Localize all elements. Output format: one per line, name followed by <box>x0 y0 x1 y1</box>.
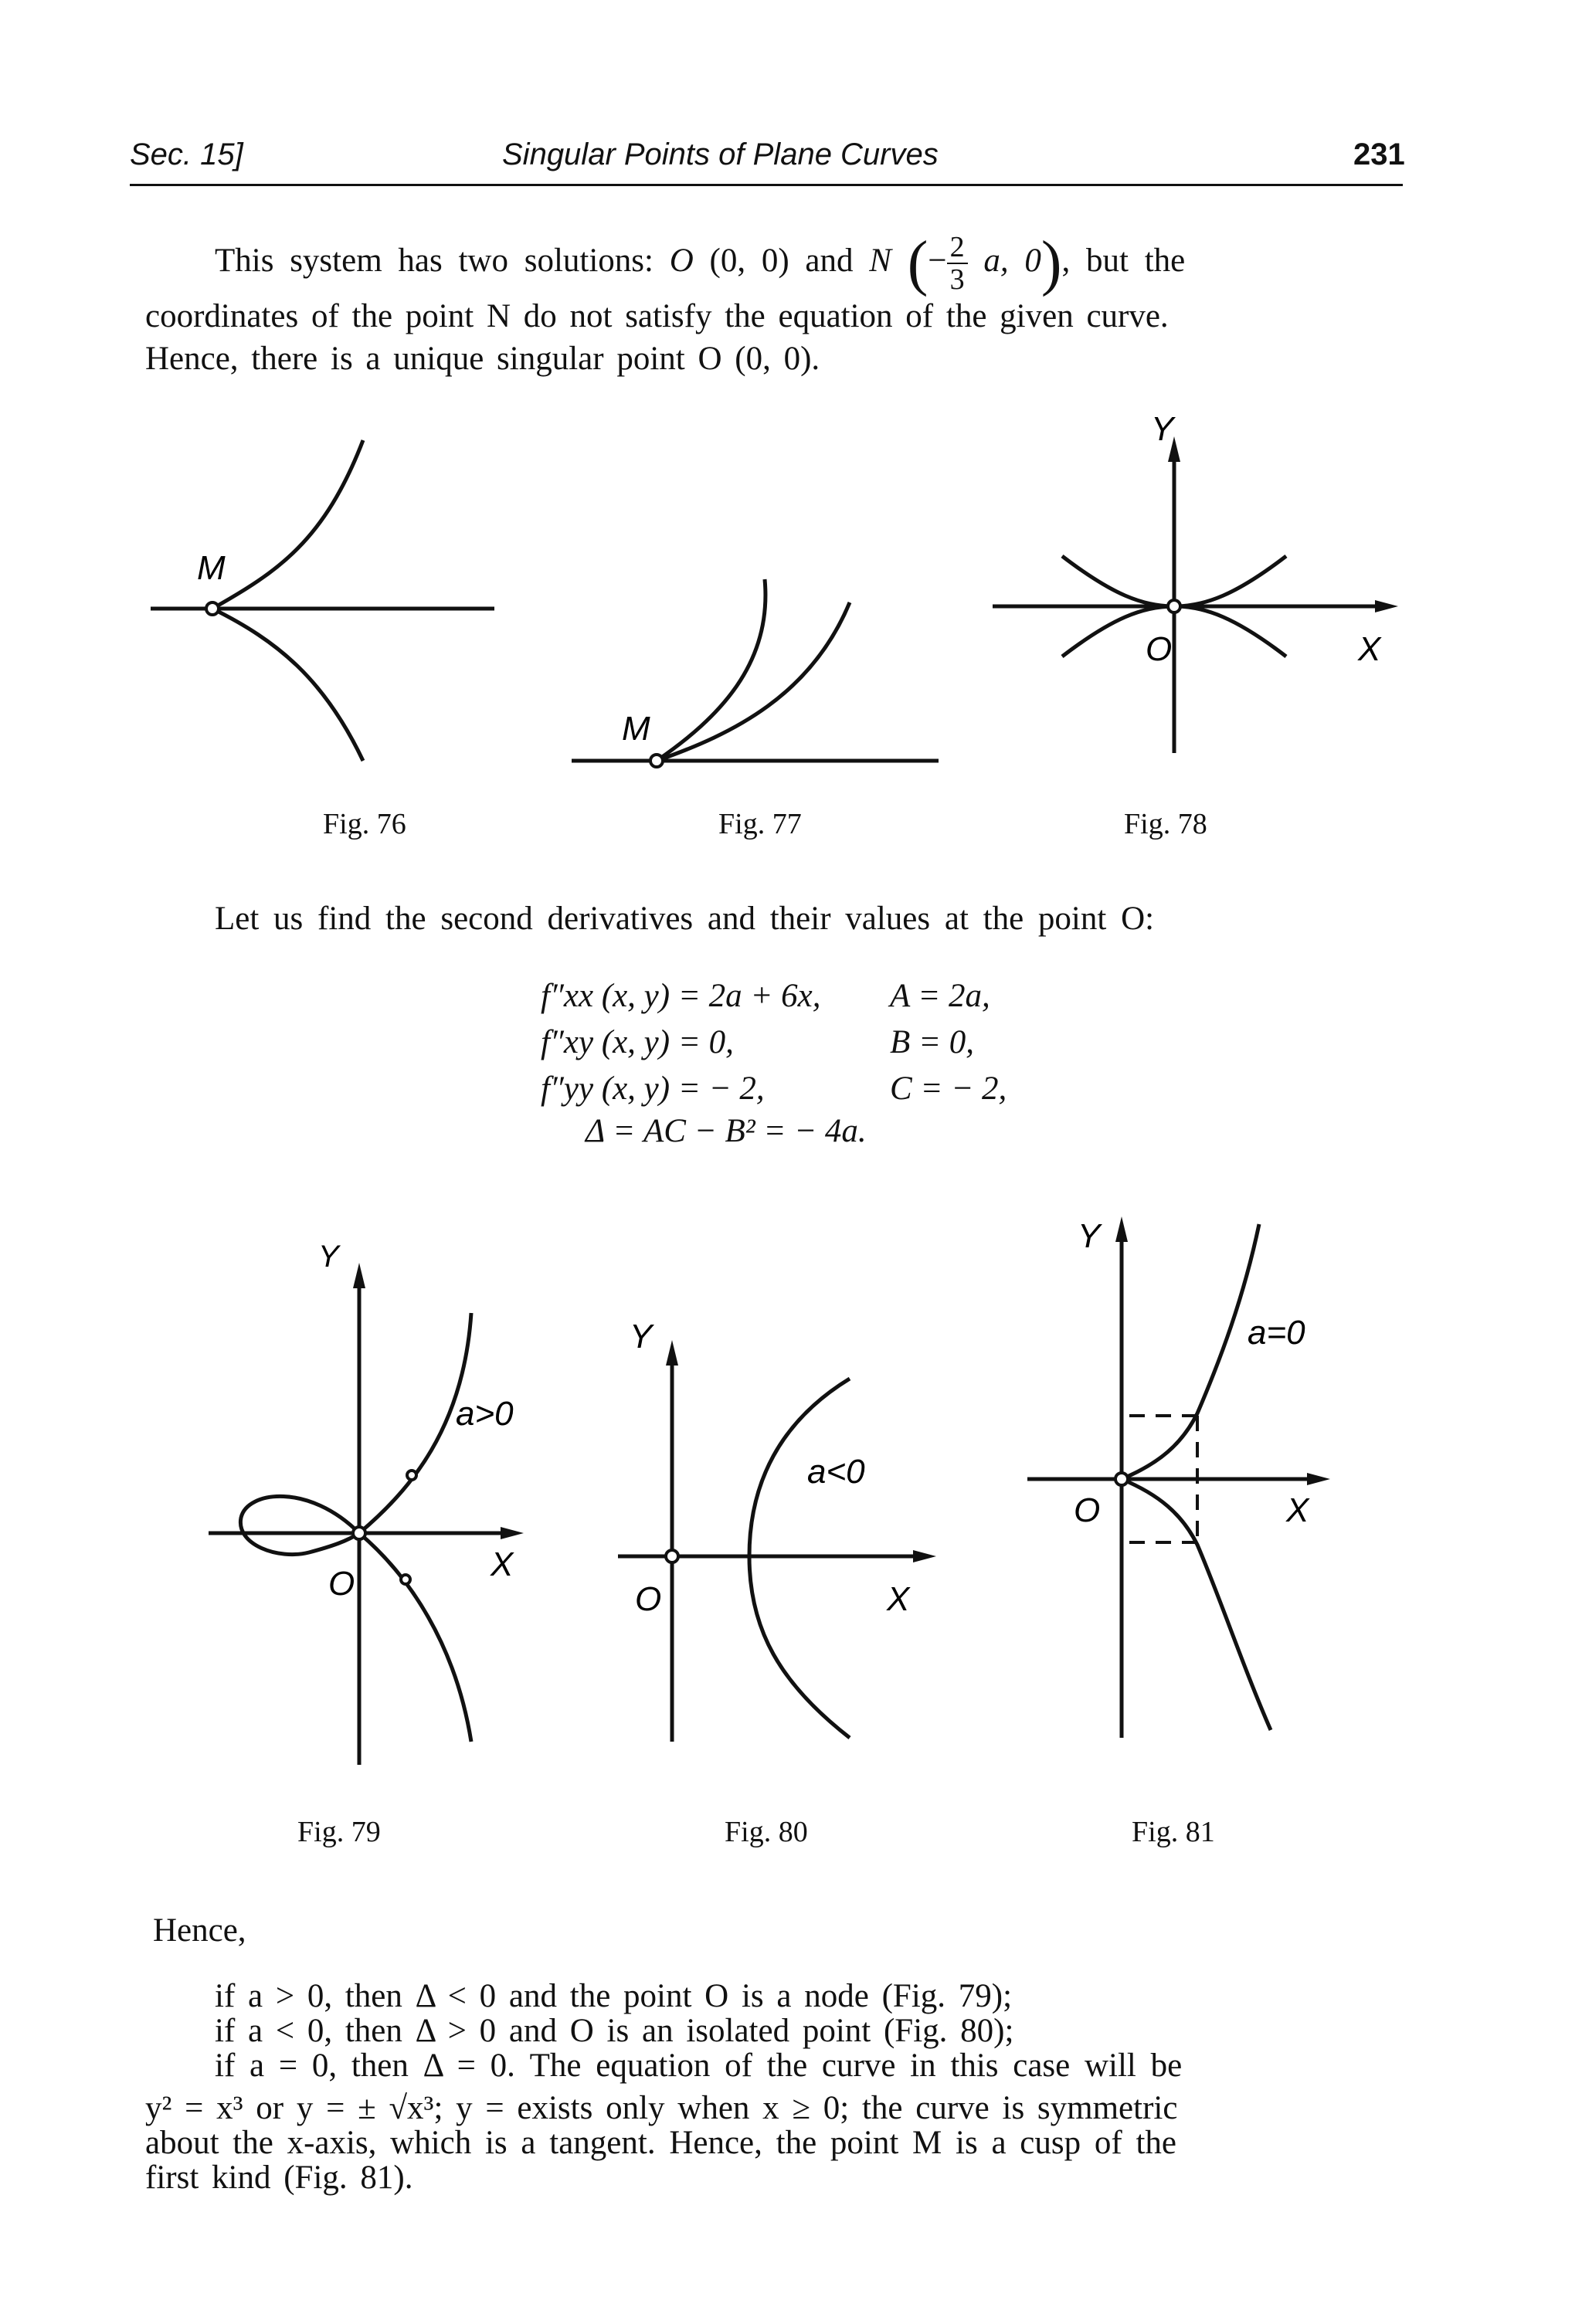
point-n: N <box>869 242 891 279</box>
delta-equation: Δ = AC − B² = − 4a. <box>586 1113 867 1149</box>
running-title: Singular Points of Plane Curves <box>502 137 939 171</box>
fig80-y-arrow <box>666 1340 678 1366</box>
page-number: 231 <box>1353 137 1405 171</box>
fig80-label-cond: a<0 <box>807 1453 865 1491</box>
point-o: O <box>669 242 694 279</box>
fig81-caption: Fig. 81 <box>1132 1816 1215 1848</box>
fig81-upper-branch <box>1122 1224 1259 1479</box>
conclusion-line-4: y² = x³ or y = ± √x³; y = exists only when x ≥ 0; the curve is symmetric <box>145 2090 1178 2126</box>
paren-open: ( <box>907 229 928 297</box>
fraction-numerator: 2 <box>947 232 968 264</box>
conclusion-line-6: first kind (Fig. 81). <box>145 2159 413 2196</box>
conclusion-line-1: if a > 0, then Δ < 0 and the point O is a node (Fig. 79); <box>215 1978 1013 2014</box>
section-label: Sec. 15] <box>130 137 243 171</box>
intro-line-3: Hence, there is a unique singular point O (0, 0). <box>145 341 820 377</box>
intro-text-a: This system has two solutions: <box>215 242 670 279</box>
fig81-label-cond: a=0 <box>1248 1314 1305 1352</box>
intro-text-c: a, 0 <box>983 242 1041 279</box>
fig76-caption: Fig. 76 <box>323 808 406 840</box>
fig79-point-upper <box>407 1471 416 1480</box>
fig76-label-m: M <box>197 549 226 587</box>
fig79-label-x: X <box>491 1545 514 1583</box>
fig81-label-x: X <box>1286 1491 1309 1529</box>
fig81-x-arrow <box>1307 1473 1330 1485</box>
fig79-point-lower <box>401 1575 410 1584</box>
deriv-row-3-rhs: C = − 2, <box>890 1070 1007 1107</box>
fig79-loop <box>240 1496 359 1554</box>
conclusion-line-3: if a = 0, then Δ = 0. The equation of the curve in this case will be <box>215 2047 1183 2084</box>
fig78-label-x: X <box>1358 630 1381 668</box>
deriv-row-3-lhs: f″yy (x, y) = − 2, <box>541 1070 765 1107</box>
fig77-caption: Fig. 77 <box>718 808 802 840</box>
fraction-denominator: 3 <box>949 263 965 296</box>
fig78-label-y: Y <box>1151 410 1174 448</box>
deriv-row-1-lhs: f″xx (x, y) = 2a + 6x, <box>541 978 821 1014</box>
fig79-x-arrow <box>501 1527 524 1539</box>
fig77-label-m: M <box>622 710 650 748</box>
fig79-y-arrow <box>353 1263 365 1288</box>
fig80-caption: Fig. 80 <box>725 1816 808 1848</box>
conclusion-line-5: about the x-axis, which is a tangent. Hence, the point M is a cusp of the <box>145 2125 1176 2161</box>
fig79-point-o <box>353 1527 365 1539</box>
fig80-label-y: Y <box>630 1318 653 1355</box>
deriv-row-2-rhs: B = 0, <box>890 1024 975 1060</box>
fig80-label-o: O <box>635 1580 662 1618</box>
fig78-label-o: O <box>1146 630 1173 668</box>
fig79-label-o: O <box>328 1565 355 1603</box>
fig81-label-y: Y <box>1078 1217 1101 1255</box>
conclusion-line-2: if a < 0, then Δ > 0 and O is an isolated point (Fig. 80); <box>215 2013 1014 2049</box>
paren-close: ) <box>1041 229 1062 297</box>
fig79-caption: Fig. 79 <box>297 1816 381 1848</box>
fig-81 <box>1027 1216 1330 1738</box>
deriv-row-2-lhs: f″xy (x, y) = 0, <box>541 1024 734 1060</box>
intro-text-b: (0, 0) and <box>693 242 870 279</box>
fig78-caption: Fig. 78 <box>1124 808 1207 840</box>
fig-79 <box>209 1263 524 1765</box>
intro-text-d: , but the <box>1061 242 1186 279</box>
fig79-lower-branch <box>359 1533 471 1742</box>
intro-line-2: coordinates of the point N do not satisfy the equation of the given curve. <box>145 298 1169 334</box>
fig79-upper-branch <box>359 1313 471 1533</box>
fig79-label-y: Y <box>318 1240 339 1274</box>
fig81-lower-branch <box>1122 1479 1271 1730</box>
fig80-label-x: X <box>887 1580 910 1618</box>
intro-line-1: This system has two solutions: O (0, 0) and N (− $\frac{2}{3}$ a, 0), but the <box>215 229 1186 297</box>
deriv-row-1-rhs: A = 2a, <box>890 978 990 1014</box>
fig80-x-arrow <box>913 1550 936 1562</box>
fig81-label-o: O <box>1074 1491 1101 1529</box>
fig79-label-cond: a>0 <box>456 1395 514 1433</box>
derivatives-intro: Let us find the second derivatives and their values at the point O: <box>215 901 1155 937</box>
fig81-y-arrow <box>1115 1216 1128 1242</box>
conclusion-hence: Hence, <box>153 1912 246 1949</box>
fig-80 <box>618 1340 936 1742</box>
fig81-point-o <box>1115 1473 1128 1485</box>
fig80-point-o <box>666 1550 678 1562</box>
